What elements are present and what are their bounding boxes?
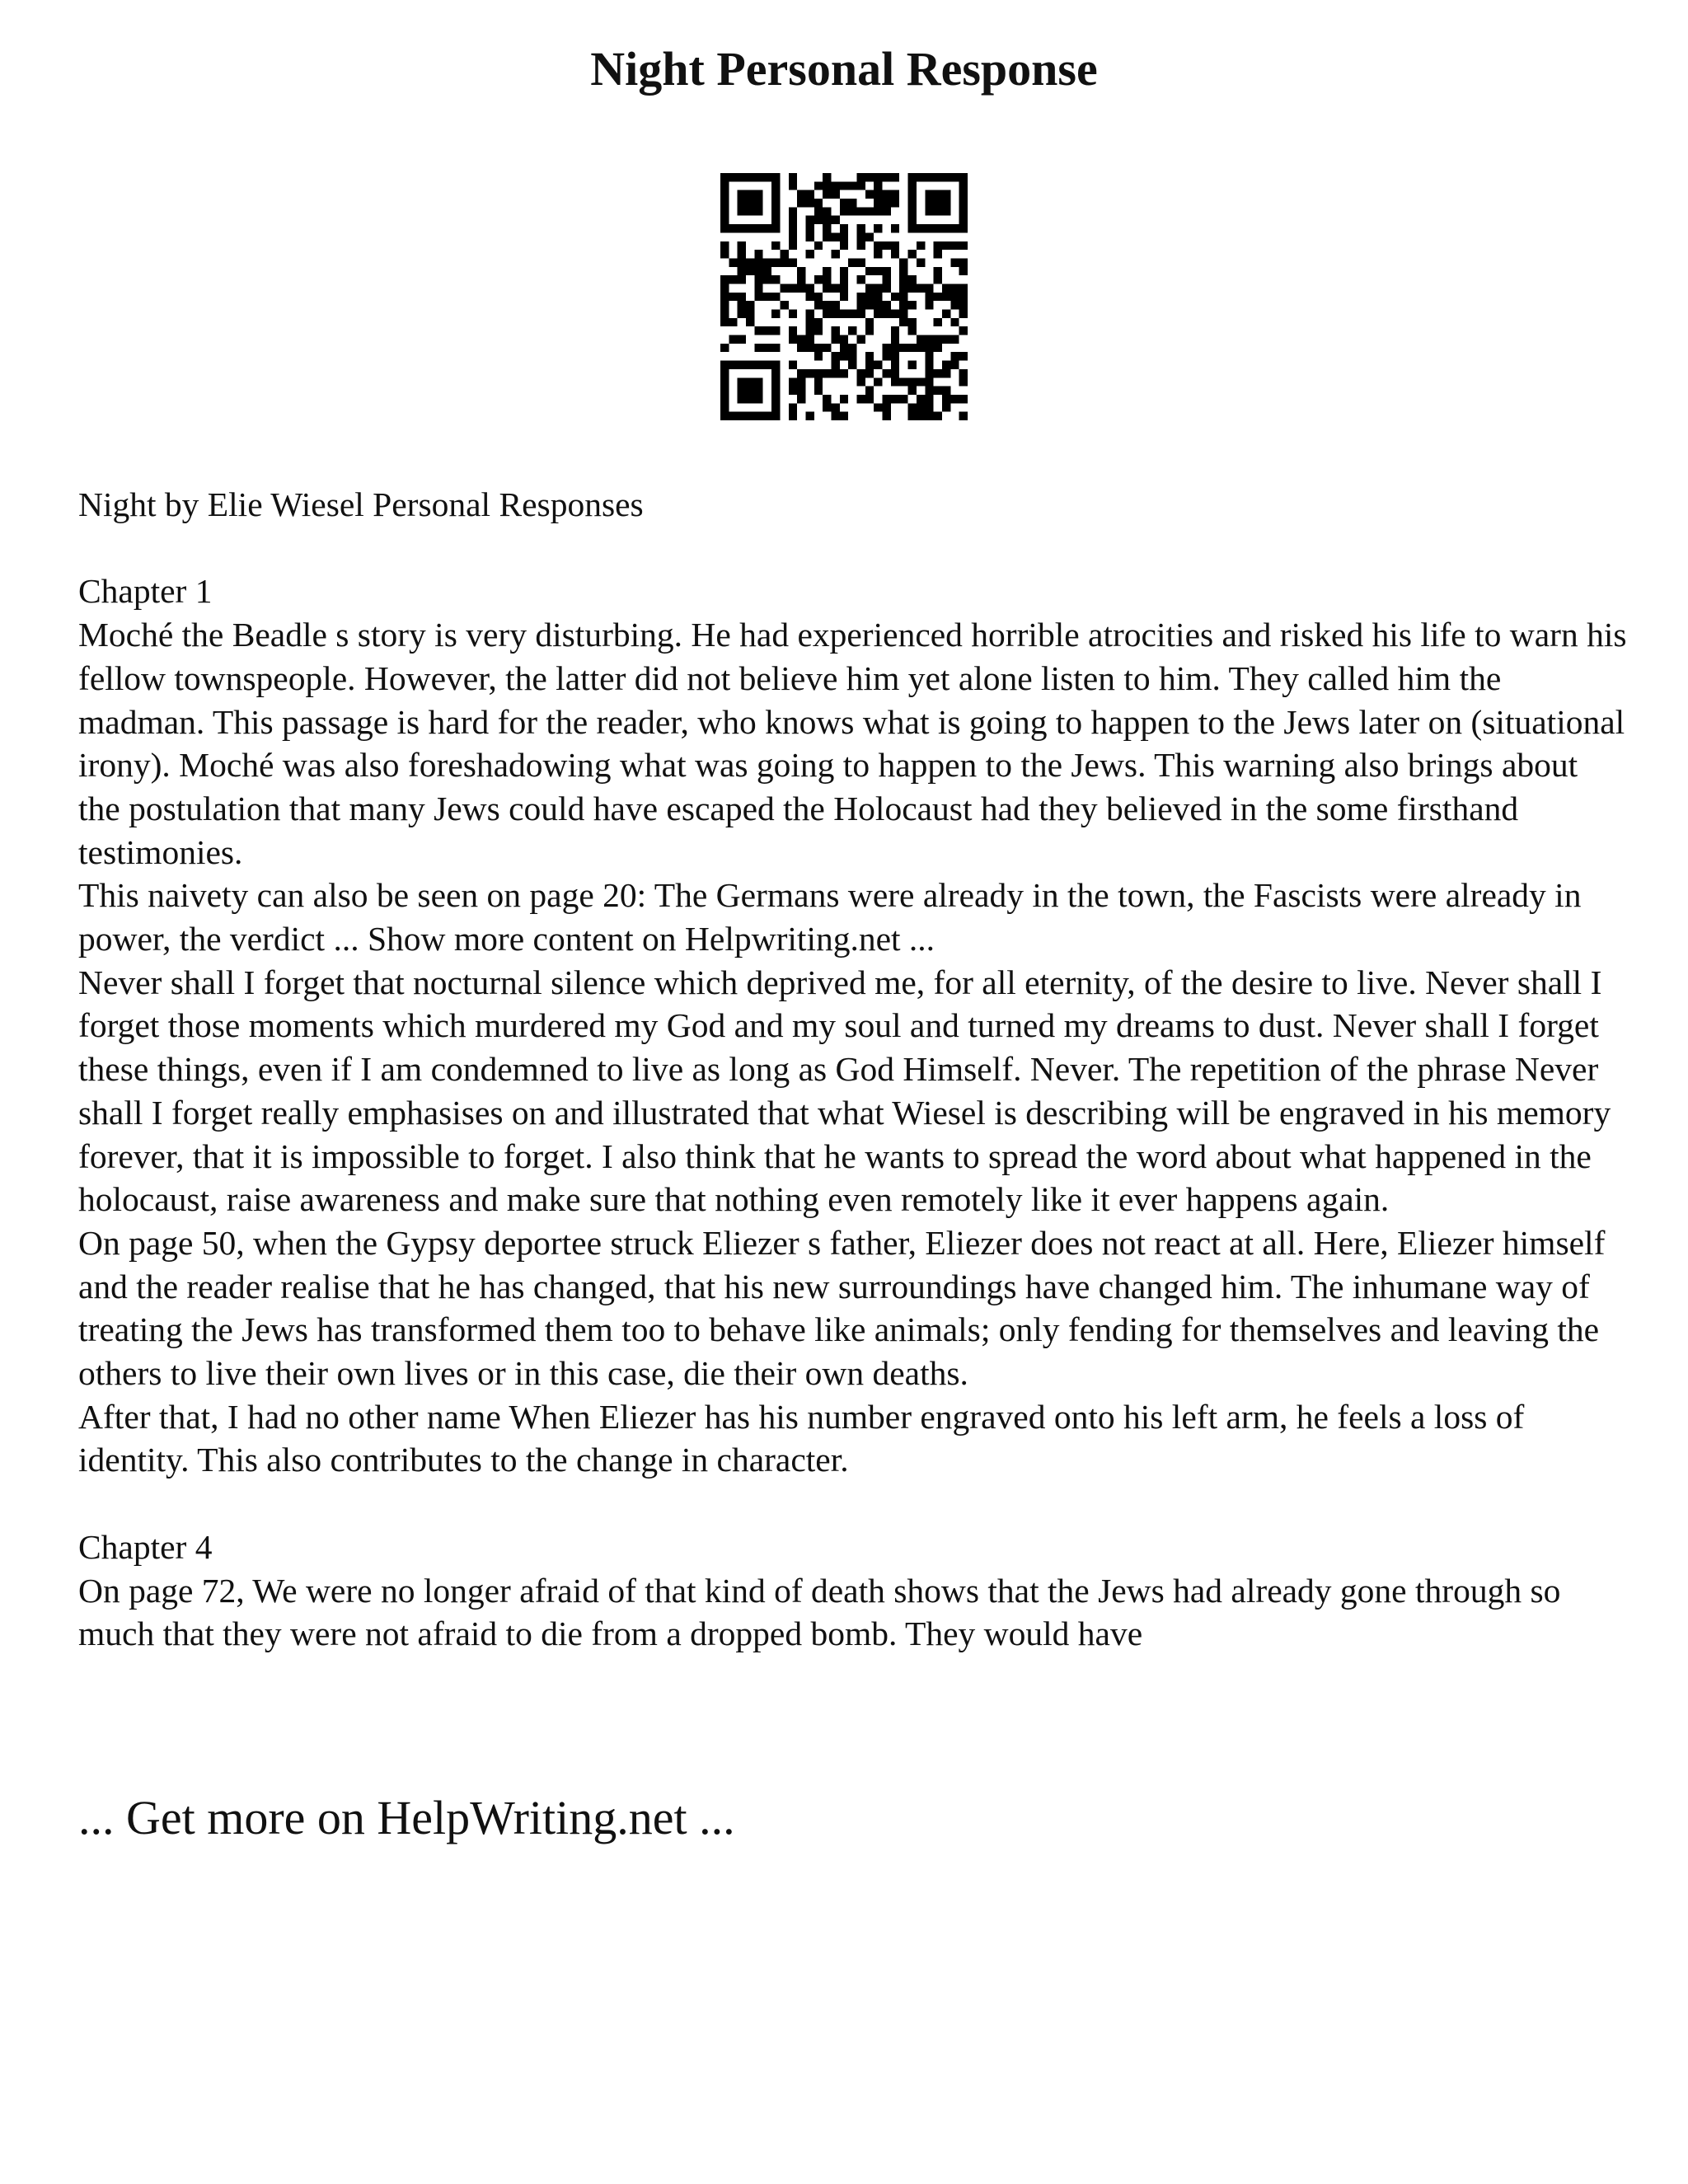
paragraph: Never shall I forget that nocturnal silence which deprived me, for all eternity, of the desire to live. Never shall I forget those moments which murdered my God and my soul and turned my dreams to dust. Never shall I forget these things, even if I am condemned to live as long as God Himself. Never. The repetition of the phrase Never shall I forget really emphasises on and illustrated that what Wiesel is describing will be engraved in his memory forever, that it is impossible to forget. I also think that he wants to spread the word about what happened in the holocaust, raise awareness and make sure that nothing even remotely like it ever happens again. bbox=[78, 963, 1611, 1219]
paragraph: After that, I had no other name When Eliezer has his number engraved onto his left arm, he feels a loss of identity. This also contributes to the change in character. bbox=[78, 1397, 1525, 1479]
chapter-heading: Chapter 1 bbox=[78, 572, 213, 611]
document-body bbox=[78, 483, 1628, 1656]
intro-line: Night by Elie Wiesel Personal Responses bbox=[78, 485, 644, 523]
qr-code-icon bbox=[720, 173, 968, 420]
paragraph: On page 50, when the Gypsy deportee struck Eliezer s father, Eliezer does not react at all. Here, Eliezer himself and the reader realise that he has changed, that his new surroundings have changed him. The inhumane way of treating the Jews has transformed them too to behave like animals; only fending for themselves and leaving the others to live their own lives or in this case, die their own deaths. bbox=[78, 1223, 1606, 1393]
get-more-link[interactable]: ... Get more on HelpWriting.net ... bbox=[78, 1791, 735, 1844]
paragraph: Moché the Beadle s story is very disturbing. He had experienced horrible atrocities and risked his life to warn his fellow townspeople. However, the latter did not believe him yet alone listen to him. They called him the madman. This passage is hard for the reader, who knows what is going to happen to the Jews later on (situational irony). Moché was also foreshadowing what was going to happen to the Jews. This warning also brings about the postulation that many Jews could have escaped the Holocaust had they believed in the some firsthand testimonies. bbox=[78, 616, 1627, 871]
spacer bbox=[78, 1482, 1628, 1526]
paragraph: On page 72, We were no longer afraid of that kind of death shows that the Jews had already gone through so much that they were not afraid to die from a dropped bomb. They would have bbox=[78, 1571, 1561, 1653]
document-title: Night Personal Response bbox=[590, 42, 1098, 96]
paragraph: This naivety can also be seen on page 20: The Germans were already in the town, the Fascists were already in power, the verdict ... Show more content on Helpwriting.net ... bbox=[78, 876, 1582, 958]
chapter-heading: Chapter 4 bbox=[78, 1527, 213, 1566]
spacer bbox=[78, 527, 1628, 570]
